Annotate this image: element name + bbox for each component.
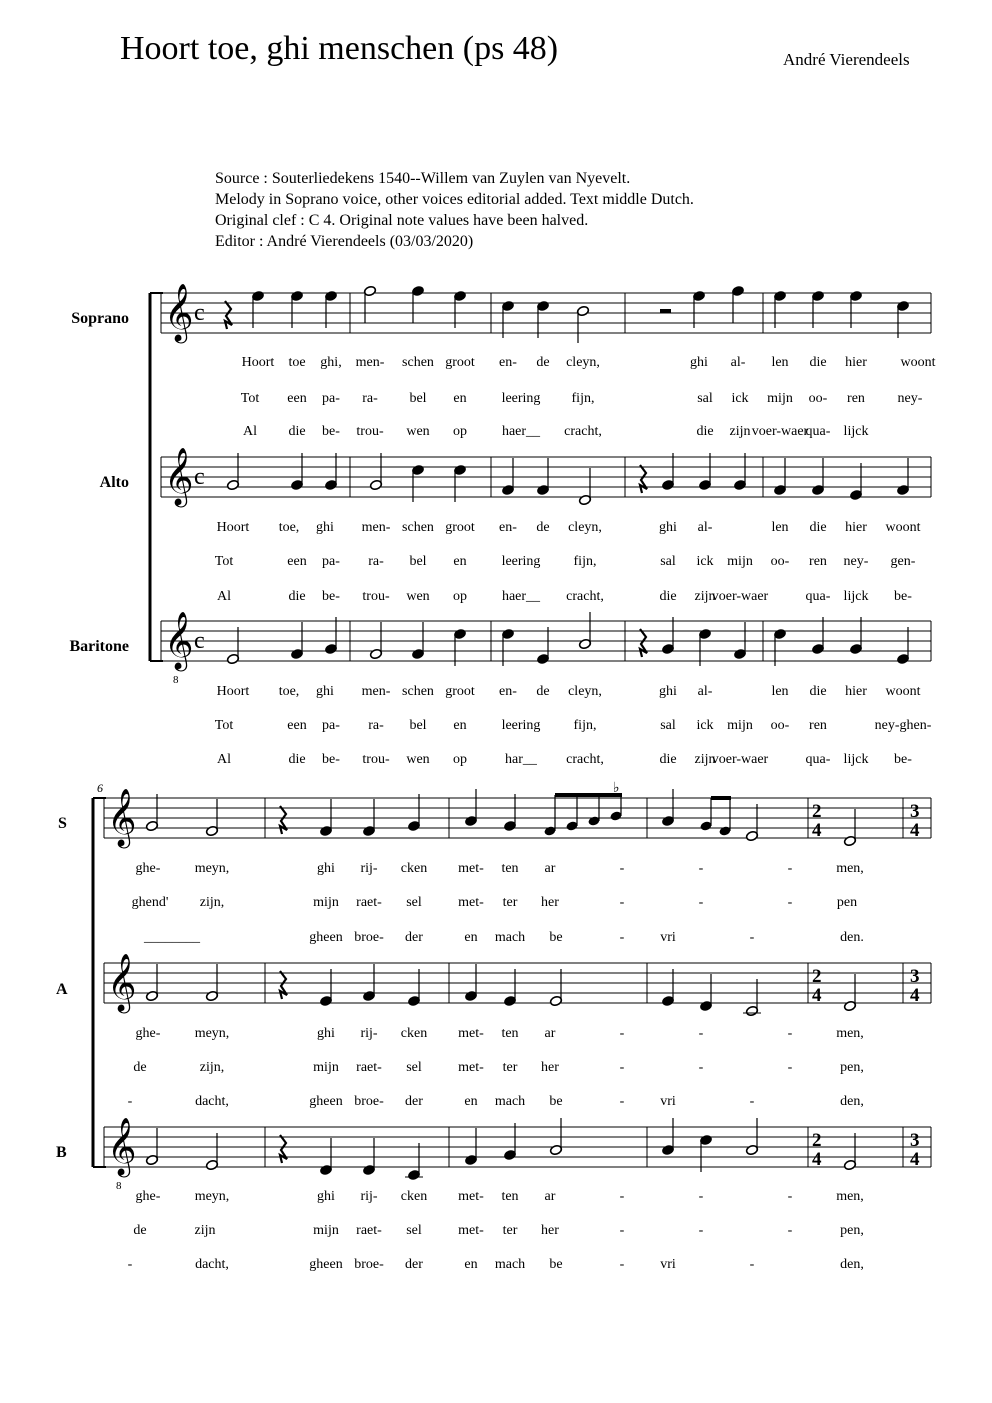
lyric-syllable: ick xyxy=(731,391,749,406)
lyric-syllable: een xyxy=(287,718,307,733)
lyric-syllable: op xyxy=(453,424,467,439)
lyric-syllable: - xyxy=(619,1094,625,1109)
lyric-syllable: be- xyxy=(322,424,340,439)
time-signature-denominator: 4 xyxy=(812,820,822,841)
lyric-syllable: haer__ xyxy=(501,424,541,439)
lyric-syllable: ghi xyxy=(317,861,335,876)
lyric-syllable: ten xyxy=(501,861,519,876)
lyric-syllable: ren xyxy=(809,554,827,569)
flat-sign: ♭ xyxy=(613,780,620,796)
lyric-syllable: rij- xyxy=(360,1026,378,1041)
lyric-syllable: hier xyxy=(845,355,867,370)
lyric-syllable: vri xyxy=(660,1257,676,1272)
lyric-syllable: pa- xyxy=(322,391,340,406)
lyric-syllable: mijn xyxy=(767,391,793,406)
lyric-syllable: oo- xyxy=(770,554,790,569)
lyric-syllable: ney- xyxy=(897,391,923,406)
lyric-syllable: die xyxy=(809,520,827,535)
source-note: Source : Souterliedekens 1540--Willem van Zuylen van Nyevelt. xyxy=(215,170,631,187)
lyric-syllable: be- xyxy=(894,589,912,604)
lyric-syllable: rij- xyxy=(360,1189,378,1204)
lyric-syllable: zijn xyxy=(694,589,716,604)
lyric-syllable: sal xyxy=(697,391,713,406)
source-note: Melody in Soprano voice, other voices editorial added. Text middle Dutch. xyxy=(215,191,694,208)
lyric-syllable: - xyxy=(619,1026,625,1041)
lyric-syllable: be- xyxy=(322,752,340,767)
lyric-syllable: ghi xyxy=(659,520,677,535)
lyric-syllable: meyn, xyxy=(194,1026,230,1041)
lyric-syllable: - xyxy=(619,861,625,876)
lyric-syllable: lijck xyxy=(843,752,869,767)
lyric-syllable: ghe- xyxy=(135,1026,161,1041)
composer-name: André Vierendeels xyxy=(783,50,910,69)
time-signature-denominator: 4 xyxy=(812,985,822,1006)
lyric-syllable: oo- xyxy=(770,718,790,733)
lyric-syllable: broe- xyxy=(354,930,384,945)
lyric-syllable: be xyxy=(549,930,563,945)
lyric-syllable: ra- xyxy=(362,391,378,406)
lyric-syllable: - xyxy=(619,895,625,910)
time-signature-common: c xyxy=(194,628,205,654)
lyric-syllable: fijn, xyxy=(573,554,597,569)
lyric-syllable: men, xyxy=(836,1026,864,1041)
lyric-syllable: meyn, xyxy=(194,1189,230,1204)
lyric-syllable: voer-waer xyxy=(751,424,809,439)
staff-label-s: S xyxy=(58,815,67,832)
lyric-syllable: mach xyxy=(494,1257,526,1272)
lyric-syllable: Tot xyxy=(214,554,234,569)
lyric-syllable: vri xyxy=(660,1094,676,1109)
lyric-syllable: de xyxy=(536,520,550,535)
lyric-syllable: len xyxy=(771,355,789,370)
lyric-syllable: men, xyxy=(836,1189,864,1204)
lyric-syllable: cken xyxy=(400,1189,428,1204)
lyric-syllable: bel xyxy=(409,718,427,733)
staff-label-baritone: Baritone xyxy=(69,638,129,655)
lyric-syllable: sel xyxy=(406,1060,422,1075)
lyric-syllable: der xyxy=(405,1257,423,1272)
lyric-syllable: len xyxy=(771,520,789,535)
quarter-rest xyxy=(280,806,287,834)
lyric-syllable: met- xyxy=(458,1189,484,1204)
time-signature-numerator: 2 xyxy=(812,801,822,822)
lyric-syllable: ney-ghen- xyxy=(874,718,932,733)
lyric-syllable: zijn xyxy=(729,424,751,439)
lyric-syllable: - xyxy=(127,1094,133,1109)
note-beam xyxy=(711,796,731,800)
lyric-syllable: - xyxy=(787,861,793,876)
lyric-syllable: zijn xyxy=(194,1223,216,1238)
staff-label-alto: Alto xyxy=(99,474,129,491)
note-beam xyxy=(555,793,622,797)
lyric-syllable: met- xyxy=(458,1060,484,1075)
lyric-syllable: her xyxy=(541,895,559,910)
lyric-syllable: een xyxy=(287,554,307,569)
lyric-syllable: schen xyxy=(402,520,434,535)
lyric-syllable: trou- xyxy=(356,424,384,439)
lyric-syllable: sel xyxy=(406,895,422,910)
lyric-syllable: toe, xyxy=(278,520,300,535)
lyric-syllable: mach xyxy=(494,1094,526,1109)
lyric-syllable: ick xyxy=(696,554,714,569)
time-signature-denominator: 4 xyxy=(910,985,920,1006)
lyric-syllable: mach xyxy=(494,930,526,945)
treble-clef: 𝄞 xyxy=(164,611,194,669)
lyric-syllable: men- xyxy=(361,520,391,535)
lyric-syllable: woont xyxy=(885,684,921,699)
lyric-syllable: ick xyxy=(696,718,714,733)
lyric-syllable: die xyxy=(659,752,677,767)
lyric-syllable: al- xyxy=(730,355,746,370)
lyric-syllable: met- xyxy=(458,1223,484,1238)
lyric-syllable: ghi xyxy=(317,1189,335,1204)
lyric-syllable: de xyxy=(133,1060,147,1075)
lyric-syllable: toe, xyxy=(278,684,300,699)
lyric-syllable: den, xyxy=(840,1094,864,1109)
lyric-syllable: ney- xyxy=(843,554,869,569)
lyric-syllable: gen- xyxy=(890,554,916,569)
lyric-syllable: de xyxy=(133,1223,147,1238)
time-signature-numerator: 3 xyxy=(910,801,920,822)
time-signature-denominator: 4 xyxy=(910,1149,920,1170)
quarter-rest xyxy=(640,465,647,493)
quarter-rest xyxy=(280,1135,287,1163)
time-signature-denominator: 4 xyxy=(910,820,920,841)
lyric-syllable: ghe- xyxy=(135,861,161,876)
lyric-syllable: oo- xyxy=(808,391,828,406)
lyric-syllable: de xyxy=(536,684,550,699)
lyric-syllable: - xyxy=(127,1257,133,1272)
time-signature-common: c xyxy=(194,464,205,490)
lyric-syllable: raet- xyxy=(356,895,382,910)
lyric-syllable: met- xyxy=(458,1026,484,1041)
lyric-syllable: en xyxy=(464,1257,478,1272)
lyric-syllable: - xyxy=(698,1060,704,1075)
lyric-syllable: die xyxy=(809,684,827,699)
lyric-syllable: bel xyxy=(409,554,427,569)
treble-clef: 𝄞 xyxy=(164,447,194,505)
lyric-syllable: men- xyxy=(361,684,391,699)
lyric-syllable: der xyxy=(405,1094,423,1109)
lyric-syllable: Al xyxy=(243,424,257,439)
lyric-syllable: men, xyxy=(836,861,864,876)
lyric-syllable: ghi xyxy=(690,355,708,370)
lyric-syllable: sal xyxy=(660,554,676,569)
lyric-syllable: - xyxy=(698,1223,704,1238)
lyric-syllable: qua- xyxy=(805,424,831,439)
lyric-syllable: fijn, xyxy=(571,391,595,406)
lyric-syllable: fijn, xyxy=(573,718,597,733)
lyric-syllable: men- xyxy=(355,355,385,370)
lyric-syllable: Hoort xyxy=(216,684,250,699)
lyric-syllable: cracht, xyxy=(564,424,602,439)
lyric-syllable: ter xyxy=(502,1223,518,1238)
lyric-syllable: mijn xyxy=(727,554,753,569)
lyric-syllable: die xyxy=(696,424,714,439)
lyric-syllable: gheen xyxy=(309,1257,343,1272)
lyric-syllable: en- xyxy=(499,684,517,699)
lyric-syllable: pen xyxy=(836,895,858,910)
time-signature-common: c xyxy=(194,300,205,326)
lyric-syllable: len xyxy=(771,684,789,699)
lyric-syllable: - xyxy=(698,861,704,876)
lyric-syllable: Al xyxy=(217,752,231,767)
lyric-syllable: - xyxy=(787,895,793,910)
quarter-rest xyxy=(640,629,647,657)
lyric-syllable: raet- xyxy=(356,1223,382,1238)
lyric-syllable: Hoort xyxy=(241,355,275,370)
lyric-syllable: - xyxy=(787,1060,793,1075)
measure-number: 6 xyxy=(97,781,103,795)
lyric-syllable: met- xyxy=(458,895,484,910)
lyric-syllable: broe- xyxy=(354,1257,384,1272)
lyric-syllable: dacht, xyxy=(195,1094,229,1109)
lyric-syllable: - xyxy=(619,1189,625,1204)
lyric-syllable: ter xyxy=(502,1060,518,1075)
lyric-syllable: be- xyxy=(894,752,912,767)
lyric-syllable: den, xyxy=(840,1257,864,1272)
lyric-syllable: al- xyxy=(697,684,713,699)
lyric-syllable: woont xyxy=(900,355,936,370)
lyric-syllable: pa- xyxy=(322,718,340,733)
lyric-syllable: groot xyxy=(445,520,475,535)
lyric-syllable: leering xyxy=(501,718,541,733)
lyric-syllable: ghi xyxy=(659,684,677,699)
lyric-syllable: - xyxy=(787,1026,793,1041)
lyric-syllable: be xyxy=(549,1094,563,1109)
time-signature-denominator: 4 xyxy=(812,1149,822,1170)
lyric-syllable: die xyxy=(288,589,306,604)
lyric-syllable: der xyxy=(405,930,423,945)
lyric-syllable: en xyxy=(453,391,467,406)
lyric-syllable: ghend' xyxy=(131,895,169,910)
lyric-syllable: en- xyxy=(499,355,517,370)
lyric-syllable: schen xyxy=(402,355,434,370)
lyric-syllable: mijn xyxy=(313,1223,339,1238)
lyric-syllable: en- xyxy=(499,520,517,535)
lyric-syllable: ghi, xyxy=(320,355,342,370)
lyric-syllable: lijck xyxy=(843,589,869,604)
lyric-syllable: en xyxy=(453,718,467,733)
lyric-syllable: den. xyxy=(840,930,864,945)
lyric-syllable: die xyxy=(288,752,306,767)
lyric-syllable: pa- xyxy=(322,554,340,569)
lyric-syllable: groot xyxy=(445,684,475,699)
lyric-syllable: har__ xyxy=(505,752,537,767)
quarter-rest xyxy=(225,301,232,329)
lyric-syllable: ren xyxy=(809,718,827,733)
lyric-syllable: hier xyxy=(845,684,867,699)
lyric-syllable: zijn, xyxy=(199,895,225,910)
lyric-syllable: ter xyxy=(502,895,518,910)
treble-clef: 𝄞 xyxy=(107,953,137,1011)
lyric-syllable: al- xyxy=(697,520,713,535)
lyric-syllable: woont xyxy=(885,520,921,535)
lyric-syllable: cken xyxy=(400,1026,428,1041)
lyric-syllable: - xyxy=(619,930,625,945)
lyric-syllable: ghi xyxy=(316,684,334,699)
lyric-syllable: qua- xyxy=(805,589,831,604)
lyric-syllable: gheen xyxy=(309,930,343,945)
lyric-syllable: ren xyxy=(847,391,865,406)
lyric-syllable: ten xyxy=(501,1026,519,1041)
lyric-syllable: cleyn, xyxy=(568,520,602,535)
lyric-syllable: cleyn, xyxy=(566,355,600,370)
lyric-syllable: trou- xyxy=(362,589,390,604)
lyric-syllable: wen xyxy=(406,752,430,767)
lyric-syllable: haer__ xyxy=(501,589,541,604)
lyric-syllable: ra- xyxy=(368,554,384,569)
lyric-syllable: her xyxy=(541,1223,559,1238)
lyric-syllable: cleyn, xyxy=(568,684,602,699)
half-rest xyxy=(660,309,671,313)
lyric-syllable: en xyxy=(453,554,467,569)
lyric-syllable: mijn xyxy=(313,1060,339,1075)
lyric-syllable: - xyxy=(619,1257,625,1272)
lyric-syllable: - xyxy=(749,1257,755,1272)
treble-clef: 𝄞 xyxy=(107,788,137,846)
lyric-syllable: die xyxy=(809,355,827,370)
lyric-syllable: sel xyxy=(406,1223,422,1238)
lyric-syllable: met- xyxy=(458,861,484,876)
lyric-syllable: rij- xyxy=(360,861,378,876)
lyric-syllable: Tot xyxy=(214,718,234,733)
lyric-syllable: pen, xyxy=(840,1060,864,1075)
lyric-syllable: bel xyxy=(409,391,427,406)
source-note: Editor : André Vierendeels (03/03/2020) xyxy=(215,233,474,250)
lyric-syllable: - xyxy=(619,1223,625,1238)
lyric-syllable: trou- xyxy=(362,752,390,767)
lyric-syllable: wen xyxy=(406,424,430,439)
staff-label-soprano: Soprano xyxy=(71,310,129,327)
lyric-syllable: schen xyxy=(402,684,434,699)
lyric-syllable: Tot xyxy=(240,391,260,406)
quarter-rest xyxy=(280,971,287,999)
lyric-syllable: wen xyxy=(406,589,430,604)
lyric-syllable: hier xyxy=(845,520,867,535)
lyric-syllable: mijn xyxy=(313,895,339,910)
lyric-syllable: lijck xyxy=(843,424,869,439)
lyric-syllable: die xyxy=(288,424,306,439)
lyric-syllable: voer-waer xyxy=(711,589,769,604)
lyric-syllable: - xyxy=(698,1189,704,1204)
lyric-syllable: cken xyxy=(400,861,428,876)
source-note: Original clef : C 4. Original note values have been halved. xyxy=(215,212,589,229)
lyric-syllable: en xyxy=(464,930,478,945)
lyric-syllable: leering xyxy=(501,554,541,569)
treble-clef: 𝄞 xyxy=(164,283,194,341)
lyric-syllable: Al xyxy=(217,589,231,604)
lyric-syllable: ar xyxy=(544,861,556,876)
lyric-syllable: pen, xyxy=(840,1223,864,1238)
lyric-syllable: broe- xyxy=(354,1094,384,1109)
lyric-syllable: leering xyxy=(501,391,541,406)
lyric-syllable: - xyxy=(698,1026,704,1041)
lyric-syllable: ghi xyxy=(317,1026,335,1041)
lyric-syllable: ghe- xyxy=(135,1189,161,1204)
page-title: Hoort toe, ghi menschen (ps 48) xyxy=(120,30,559,67)
time-signature-numerator: 2 xyxy=(812,966,822,987)
lyric-syllable: raet- xyxy=(356,1060,382,1075)
lyric-syllable: voer-waer xyxy=(711,752,769,767)
lyric-syllable: - xyxy=(749,1094,755,1109)
lyric-syllable: mijn xyxy=(727,718,753,733)
lyric-syllable: cracht, xyxy=(566,752,604,767)
lyric-syllable: zijn, xyxy=(199,1060,225,1075)
lyric-syllable: een xyxy=(287,391,307,406)
lyric-syllable: ghi xyxy=(316,520,334,535)
lyric-syllable: Hoort xyxy=(216,520,250,535)
lyric-syllable: her xyxy=(541,1060,559,1075)
time-signature-numerator: 2 xyxy=(812,1130,822,1151)
lyric-syllable: - xyxy=(787,1189,793,1204)
lyric-syllable: groot xyxy=(445,355,475,370)
lyric-syllable: sal xyxy=(660,718,676,733)
lyric-syllable: - xyxy=(787,1223,793,1238)
lyric-syllable: - xyxy=(698,895,704,910)
lyric-syllable: die xyxy=(659,589,677,604)
lyric-syllable: toe xyxy=(288,355,306,370)
lyric-syllable: dacht, xyxy=(195,1257,229,1272)
lyric-syllable: be- xyxy=(322,589,340,604)
time-signature-numerator: 3 xyxy=(910,1130,920,1151)
treble-clef: 𝄞 xyxy=(107,1117,137,1175)
lyric-syllable: cracht, xyxy=(566,589,604,604)
staff-label-b: B xyxy=(56,1144,67,1161)
lyric-syllable: ar xyxy=(544,1026,556,1041)
lyric-syllable: be xyxy=(549,1257,563,1272)
lyric-syllable: qua- xyxy=(805,752,831,767)
lyric-syllable: en xyxy=(464,1094,478,1109)
lyric-syllable: ra- xyxy=(368,718,384,733)
lyric-syllable: meyn, xyxy=(194,861,230,876)
lyric-syllable: ar xyxy=(544,1189,556,1204)
staff-label-a: A xyxy=(56,981,68,998)
lyric-syllable: op xyxy=(453,589,467,604)
lyric-syllable: - xyxy=(749,930,755,945)
lyric-syllable: de xyxy=(536,355,550,370)
lyric-syllable: vri xyxy=(660,930,676,945)
time-signature-numerator: 3 xyxy=(910,966,920,987)
lyric-syllable: ________ xyxy=(144,930,200,945)
lyric-syllable: - xyxy=(619,1060,625,1075)
octave-marker: 8 xyxy=(173,674,179,686)
octave-marker: 8 xyxy=(116,1180,122,1192)
lyric-syllable: ten xyxy=(501,1189,519,1204)
lyric-syllable: zijn xyxy=(694,752,716,767)
lyric-syllable: op xyxy=(453,752,467,767)
lyric-syllable: gheen xyxy=(309,1094,343,1109)
